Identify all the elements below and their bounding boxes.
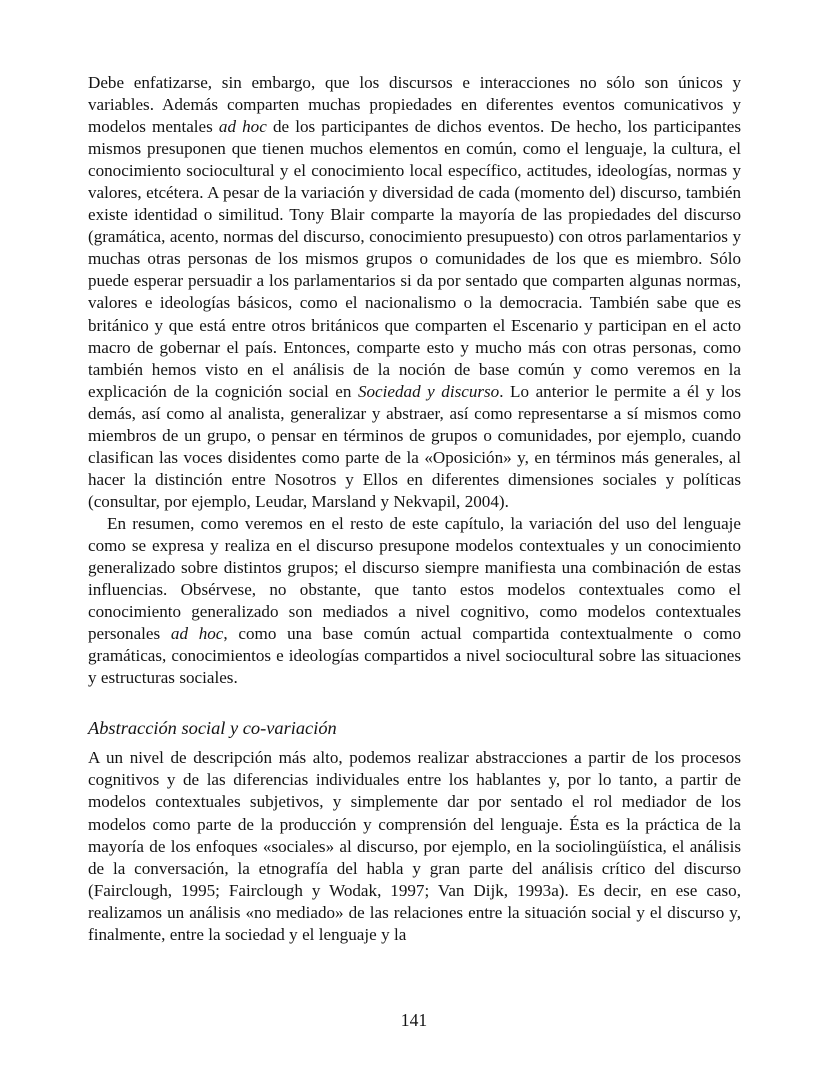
- italic-run: Sociedad y discurso: [357, 381, 500, 401]
- italic-run: ad hoc: [218, 117, 267, 137]
- paragraph-3: A un nivel de descripción más alto, podemos realizar abstracciones a partir de los procesos cognitivos y de las diferencias individuales entre los hablantes y, por lo tanto, a partir de modelos contextuales subjetivos, y simplemente dar por sentado el rol mediador de los modelos como parte de la producción y comprensión del lenguaje. Ésta es la práctica de la mayoría de los enfoques «sociales» al discurso, por ejemplo, en la sociolingüística, el análisis de la conversación, la etnografía del habla y gran parte del análisis crítico del discurso (Fairclough, 1995; Fairclough y Wodak, 1997; Van Dijk, 1993a). Es decir, en ese caso, realizamos un análisis «no mediado» de las relaciones entre la situación social y el discurso y, finalmente, entre la sociedad y el lenguaje y la: [88, 748, 741, 944]
- italic-run: ad hoc: [170, 624, 224, 644]
- page-number: 141: [400, 1010, 428, 1030]
- paragraph-1: Debe enfatizarse, sin embargo, que los discursos e interacciones no sólo son únicos y variables. Además comparten muchas propiedades en diferentes eventos comunicativos y modelos mentales ad hoc de los participantes de dichos eventos. De hecho, los participantes mismos presuponen que tienen muchos elementos en común, como el lenguaje, la cultura, el conocimiento sociocultural y el conocimiento local específico, actitudes, ideologías, normas y valores, etcétera. A pesar de la variación y diversidad de cada (momento del) discurso, también existe identidad o similitud. Tony Blair comparte la mayoría de las propiedades del discurso (gramática, acento, normas del discurso, conocimiento presupuesto) con otros parlamentarios y muchas otras personas de los mismos grupos o comunidades de los que es miembro. Sólo puede esperar persuadir a los parlamentarios si da por sentado que comparten algunas normas, valores e ideologías básicos, como el nacionalismo o la democracia. También sabe que es británico y que está entre otros británicos que comparten el Escenario y participan en el acto macro de gobernar el país. Entonces, comparte esto y mucho más con otras personas, como también hemos visto en el análisis de la noción de base común y como veremos en la explicación de la cognición social en Sociedad y discurso. Lo anterior le permite a él y los demás, así como al analista, generalizar y abstraer, así como representarse a sí mismos como miembros de un grupo, o pensar en términos de grupos o comunidades, por ejemplo, cuando clasifican las voces disidentes como parte de la «Oposición» y, en términos más generales, al hacer la distinción entre Nosotros y Ellos en diferentes dimensiones sociales y políticas (consultar, por ejemplo, Leudar, Marsland y Nekvapil, 2004).: [88, 73, 741, 511]
- text-column: [88, 72, 741, 946]
- section-heading-abstraccion-social: Abstracción social y co-variación: [88, 718, 337, 739]
- paragraph-2: En resumen, como veremos en el resto de este capítulo, la variación del uso del lenguaje como se expresa y realiza en el discurso presupone modelos contextuales y un conocimiento generalizado sobre distintos grupos; el discurso siempre manifiesta una combinación de estas influencias. Obsérvese, no obstante, que tanto estos modelos contextuales como el conocimiento generalizado son mediados a nivel cognitivo, como modelos contextuales personales ad hoc, como una base común actual compartida contextualmente o como gramáticas, conocimientos e ideologías compartidos a nivel sociocultural sobre las situaciones y estructuras sociales.: [88, 513, 741, 688]
